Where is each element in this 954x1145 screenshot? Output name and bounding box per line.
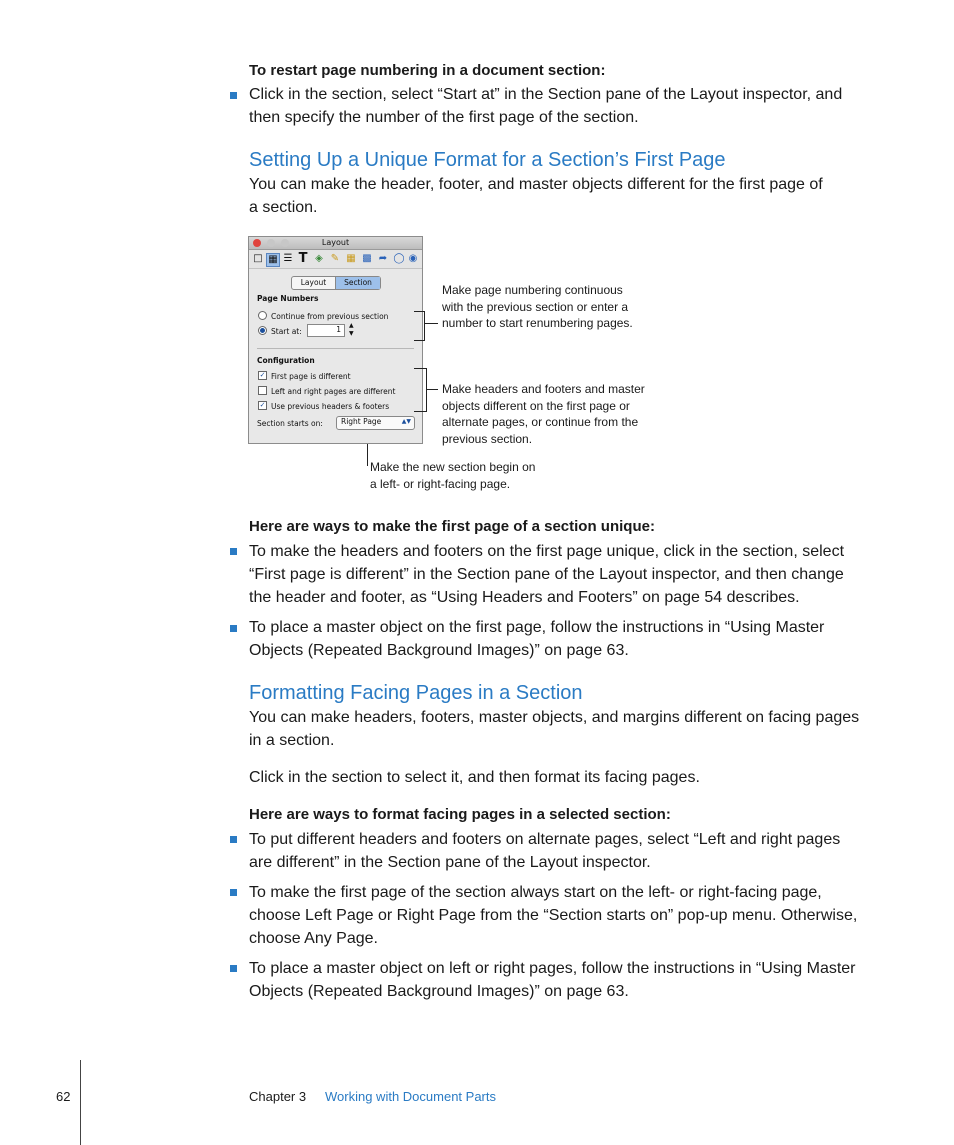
section-starts-on-popup[interactable] (336, 416, 415, 430)
stepper-down-icon[interactable]: ▼ (349, 330, 354, 337)
callout-leader (424, 323, 438, 324)
line: alternate pages, or continue from the (442, 415, 639, 430)
line: To make the headers and footers on the first page unique, click in the section, select (249, 543, 845, 560)
configuration-label: Configuration (257, 356, 315, 365)
facing-pages-para: Click in the section to select it, and then format its facing pages. (249, 769, 700, 786)
line: with the previous section or enter a (442, 299, 629, 314)
line: You can make headers, footers, master objects, and margins different on facing pages (249, 709, 860, 726)
line: choose Left Page or Right Page from the “Section starts on” pop-up menu. Otherwise, (249, 907, 858, 924)
checkbox-label: Left and right pages are different (271, 387, 396, 396)
inspector-toolbar (249, 250, 422, 269)
divider (257, 348, 414, 349)
bullet-marker (230, 889, 237, 896)
footer-chapter: Chapter 3 (249, 1089, 307, 1104)
link-inspector-icon[interactable]: ➦ (378, 253, 388, 264)
use-previous-headers-checkbox[interactable]: ✓ (259, 401, 266, 409)
bullet-text (249, 616, 824, 662)
unique-first-page-lead: Here are ways to make the first page of a section unique: (249, 518, 655, 535)
starts-on-label: Section starts on: (257, 419, 323, 428)
line: number to start renumbering pages. (442, 316, 633, 331)
bullet-marker (230, 965, 237, 972)
checkbox-label: First page is different (271, 372, 351, 381)
footer-chapter-title-link[interactable]: Working with Document Parts (325, 1089, 496, 1104)
section-heading-first-page: Setting Up a Unique Format for a Section’s First Page (249, 149, 726, 171)
first-page-different-checkbox[interactable]: ✓ (259, 371, 266, 379)
bullet-text (249, 828, 840, 874)
left-right-different-checkbox[interactable] (258, 386, 267, 395)
restart-numbering-lead: To restart page numbering in a document section: (249, 62, 606, 79)
layout-inspector (248, 236, 423, 444)
start-at-radio[interactable] (258, 326, 267, 335)
line: To place a master object on left or right pages, follow the instructions in “Using Master (249, 960, 856, 977)
metrics-inspector-icon[interactable]: ✎ (330, 253, 340, 264)
checkbox-label: Use previous headers & footers (271, 402, 390, 411)
callout-bracket (414, 368, 427, 412)
wrap-inspector-icon[interactable]: ☰ (283, 253, 293, 264)
start-at-label: Start at: (271, 327, 302, 336)
bullet-text (249, 957, 856, 1003)
line: the header and footer, as “Using Headers and Footers” on page 54 describes. (249, 589, 800, 606)
line: in a section. (249, 732, 335, 749)
line: choose Any Page. (249, 930, 378, 947)
first-page-intro (249, 173, 823, 219)
bullet-marker (230, 836, 237, 843)
quicktime-inspector-icon[interactable]: ◯ (393, 253, 405, 264)
line: then specify the number of the first page of the section. (249, 109, 639, 126)
text-inspector-icon[interactable]: T (298, 251, 308, 266)
callout-bracket (414, 311, 425, 341)
inspector-tab-group (291, 276, 381, 290)
tab-section[interactable]: Section (336, 277, 380, 289)
continue-radio[interactable] (258, 311, 267, 320)
line: a section. (249, 199, 318, 216)
line: are different” in the Section pane of the Layout inspector. (249, 854, 651, 871)
continue-label: Continue from previous section (271, 312, 389, 321)
layout-inspector-icon[interactable]: ▦ (266, 253, 280, 267)
stepper-up-icon[interactable]: ▲ (349, 322, 354, 329)
line: To place a master object on the first page, follow the instructions in “Using Master (249, 619, 825, 636)
callout-page-numbering (442, 282, 633, 332)
bullet-marker (230, 625, 237, 632)
footer-rule (80, 1060, 81, 1145)
graphic-inspector-icon[interactable]: ◈ (315, 253, 323, 264)
line: Objects (Repeated Background Images)” on page 63. (249, 642, 629, 659)
line: previous section. (442, 432, 533, 447)
callout-leader (426, 389, 438, 390)
facing-pages-lead: Here are ways to format facing pages in a selected section: (249, 806, 671, 823)
line: Click in the section, select “Start at” in the Section pane of the Layout inspector, and (249, 86, 843, 103)
table-inspector-icon[interactable]: ▦ (346, 253, 356, 264)
line: To make the first page of the section always start on the left- or right-facing page, (249, 884, 822, 901)
page-number: 62 (56, 1089, 71, 1104)
line: a left- or right-facing page. (370, 476, 511, 491)
line: Make the new section begin on (370, 460, 536, 474)
popup-arrows-icon: ▲▼ (401, 418, 411, 425)
bullet-text (249, 881, 857, 950)
line: You can make the header, footer, and master objects different for the first page of (249, 176, 823, 193)
line: objects different on the first page or (442, 398, 630, 413)
document-inspector-icon[interactable]: □ (253, 253, 263, 264)
bullet-text (249, 540, 844, 609)
facing-pages-intro (249, 706, 859, 752)
inspector-title: Layout (321, 238, 350, 247)
line: “First page is different” in the Section pane of the Layout inspector, and then change (249, 566, 844, 583)
bullet-text (249, 83, 842, 129)
callout-configuration (442, 381, 645, 448)
section-heading-facing-pages: Formatting Facing Pages in a Section (249, 682, 583, 704)
inspector-titlebar (249, 237, 422, 250)
line: Make page numbering continuous (442, 283, 623, 297)
bullet-marker (230, 92, 237, 99)
info-inspector-icon[interactable]: ◉ (408, 253, 418, 264)
start-at-field[interactable]: 1 (307, 324, 345, 337)
line: Objects (Repeated Background Images)” on page 63. (249, 983, 629, 1000)
popup-value: Right Page (341, 417, 382, 426)
line: To put different headers and footers on alternate pages, select “Left and right pages (249, 831, 841, 848)
chart-inspector-icon[interactable]: ▩ (362, 253, 372, 264)
callout-section-starts (370, 459, 535, 492)
bullet-marker (230, 548, 237, 555)
tab-layout[interactable]: Layout (292, 277, 336, 289)
page-numbers-label: Page Numbers (257, 294, 319, 303)
line: Make headers and footers and master (442, 382, 645, 396)
callout-leader (367, 444, 368, 466)
